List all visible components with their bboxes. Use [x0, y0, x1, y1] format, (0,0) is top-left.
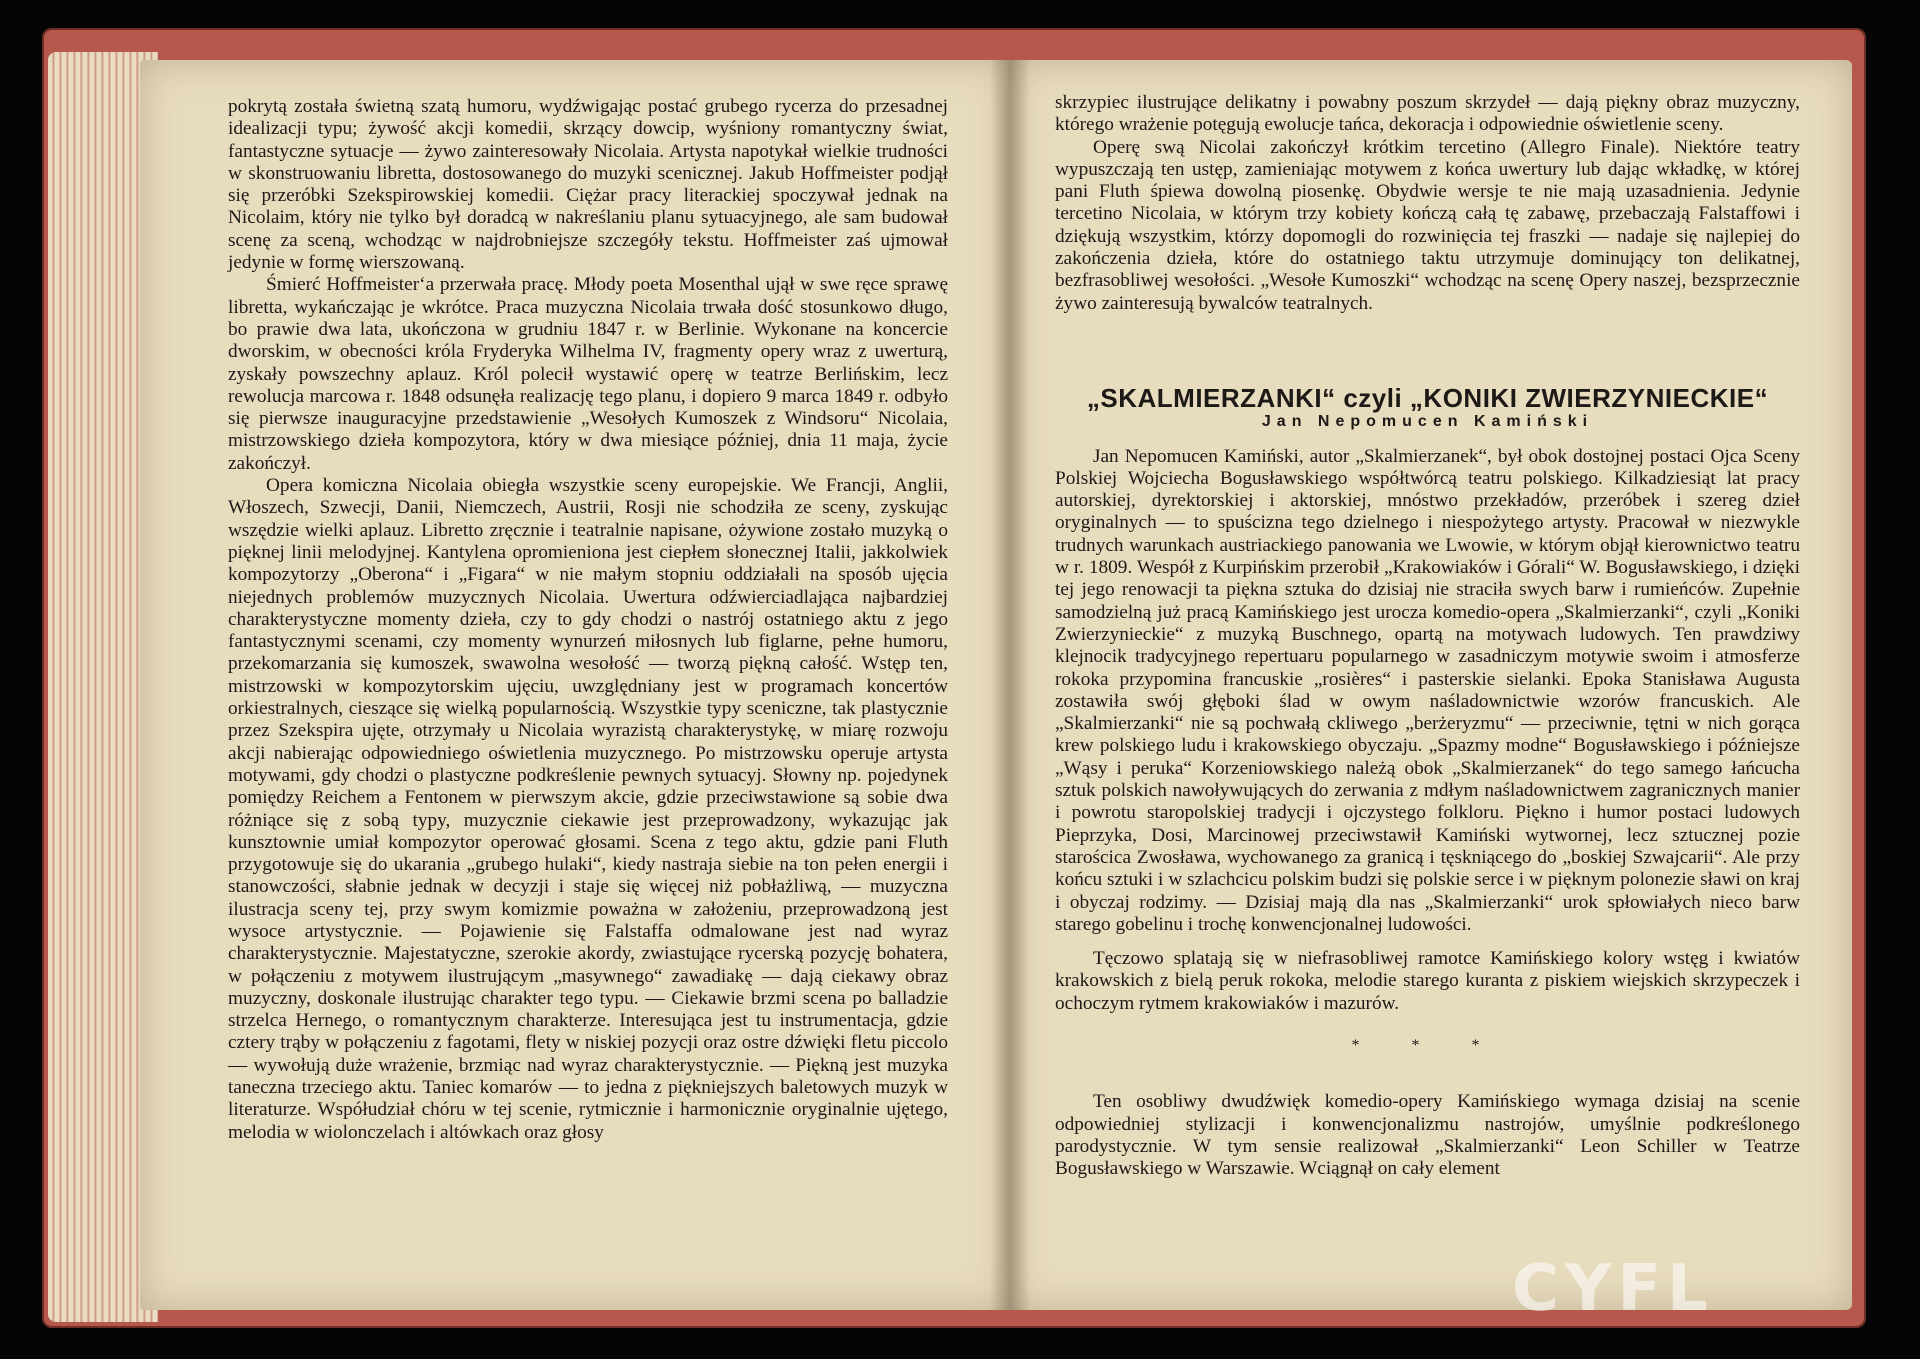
book-gutter — [990, 60, 1030, 1310]
left-page-text — [228, 96, 948, 1144]
article-author: Jan Nepomucen Kamiński — [1261, 413, 1594, 431]
paragraph: Jan Nepomucen Kamiński, autor „Skalmierzanek“, był obok dostojnej postaci Ojca Sceny Polskiej Wojciecha Bogusławskiego współtwórcą teatru polskiego. Kilkadziesiąt lat pracy autorskiej, dyrektorskiej i aktorskiej, mnóstwo przekładów, przeróbek i szereg dzieł oryginalnych — to spuścizna tego dzielnego i niespożytego artysty. Pracował w niezwykle trudnych warunkach austriackiego panowania we Lwowie, w którym objął kierownictwo teatru w r. 1809. Wespół z Kurpińskim przerobił „Krakowiaków i Górali“ W. Bogusławskiego, i dzięki tej jego renowacji ta piękna sztuka do dzisiaj nie straciła swych barw i rumieńców. Zupełnie samodzielną już pracą Kamińskiego jest urocza komedio-opera „Skalmierzanki“, czyli „Koniki Zwierzynieckie“ z muzyką Buschnego, opartą na motywach ludowych. Ten prawdziwy klejnocik tradycyjnego repertuaru popularnego w zasadniczym motywie swoim i atmosferze rokoka przypomina francuskie „rosières“ i pasterskie sielanki. Epoka Stanisława Augusta zostawiła swój głęboki ślad w owym naśladownictwie wzorów francuskich. Ale „Skalmierzanki“ nie są pochwałą ckliwego „berżeryzmu“ — przeciwnie, tętni w nich gorąca krew polskiego ludu i krakowskiego obyczaju. „Spazmy modne“ Bogusławskiego i późniejsze „Wąsy i peruka“ Korzeniowskiego należą obok „Skalmierzanek“ do tego samego łańcucha sztuk polskich nawoływujących do zerwania z mdłym naśladownictwem zagranicznych manier i powrotu staropolskiej tradycji i ojczystego folkloru. Piękno i humor postaci ludowych Pieprzyka, Dosi, Marcinowej przeciwstawił Kamiński wytwornej, lecz sztucznej pozie starościca Zwosława, wychowanego za granicą i tęskniącego do „boskiej Szwajcarii“. Ale przy końcu sztuki i w szlachcicu polskim budzi się polskie serce i w pięknym polonezie sławi on kraj i obyczaj rodzimy. — Dzisiaj mają dla nas „Skalmierzanki“ urok spłowiałych nieco barw starego gobelinu i trochę konwencjonalnej ludowości. — [1055, 445, 1800, 935]
right-page-text — [1055, 92, 1800, 1180]
paragraph: Operę swą Nicolai zakończył krótkim tercetino (Allegro Finale). Niektóre teatry wypuszczają ten ustęp, zamieniając motywem z końca uwertury lub dając wkładkę, w której pani Fluth śpiewa dowolną piosenkę. Obydwie wersje te nie mają uzasadnienia. Jedynie tercetino Nicolaia, w którym trzy kobiety kończą całą tę zabawę, przebaczają Falstaffowi i dziękują wszystkim, którzy dopomogli do rozwinięcia tej fraszki — nadaje się najlepiej do zakończenia dzieła, które do ostatniego taktu utrzymuje dominujący ton delikatnej, bezfrasobliwej wesołości. „Wesołe Kumoszki“ wchodząc na scenę Opery naszej, bezsprzecznie żywo zainteresują bywalców teatralnych. — [1055, 136, 1800, 314]
right-page — [1010, 60, 1852, 1310]
paragraph: Śmierć Hoffmeister‘a przerwała pracę. Młody poeta Mosenthal ujął w swe ręce sprawę libretta, wykańczając je wkrótce. Praca muzyczna Nicolaia trwała dość stosunkowo długo, bo prawie dwa lata, ukończona w grudniu 1847 r. w Berlinie. Wykonane na koncercie dworskim, w obecności króla Fryderyka Wilhelma IV, fragmenty opery wraz z uwerturą, zyskały powszechny aplauz. Król polecił wystawić operę w teatrze Berlińskim, lecz rewolucja marcowa r. 1848 odsunęła realizację tego planu, i dopiero 9 marca 1849 r. odbyło się pierwsze inauguracyjne przedstawienie „Wesołych Kumoszek z Windsoru“ Nicolaia, mistrzowskiego dzieła kompozytora, który w dwa miesiące później, dnia 11 maja, życie zakończył. — [228, 274, 948, 474]
article-title: „SKALMIERZANKI“ czyli „KONIKI ZWIERZYNIECKIE“ — [1086, 382, 1769, 413]
paragraph: Opera komiczna Nicolaia obiegła wszystkie sceny europejskie. We Francji, Anglii, Włoszech, Szwecji, Danii, Niemczech, Austrii, Rosji nie schodziła ze sceny, zyskując wszędzie wielki aplauz. Libretto zręcznie i teatralnie napisane, ożywione zostało muzyką o pięknej linii melodyjnej. Kantylena opromieniona jest ciepłem słonecznej Italii, jakkolwiek kompozytorzy „Oberona“ i „Figara“ w nie małym stopniu oddziałali na sposób ujęcia niejednych problemów muzycznych Nicolaia. Uwertura odźwierciadlająca najbardziej charakterystyczne momenty dzieła, czy to gdy chodzi o nastrój ostatniego aktu z jego fantastycznymi scenami, czy momenty wynurzeń miłosnych lub figlarne, pełne humoru, przekomarzania się kumoszek, swawolna wesołość — tworzą piękną całość. Wstęp ten, mistrzowski w kompozytorskim ujęciu, uwzględniany jest w programach koncertów orkiestralnych, cieszące się wielką popularnością. Wszystkie typy sceniczne, tak plastycznie przez Szekspira ujęte, otrzymały u Nicolaia wyrazistą charakterystykę, w miarę rozwoju akcji nabierając odpowiedniego oświetlenia muzycznego. Po mistrzowsku operuje artysta motywami, gdy chodzi o plastyczne podkreślenie pewnych sytuacyj. Słowny np. pojedynek pomiędzy Reichem a Fentonem w pierwszym akcie, gdzie przeciwstawione są sobie dwa różniące się z sobą typy, muzycznie ciekawie jest przeprowadzony, wykazując jak kunsztownie umiał kompozytor operować głosami. Scena z tego aktu, gdzie pani Fluth przygotowuje się do ukarania „grubego hulaki“, kiedy nastraja siebie na ton pełen energii i stanowczości, słabnie jednak w decyzji i staje się więcej niż pobłażliwą, — muzyczna ilustracja sceny tej, przy swym komizmie poważna w założeniu, przeprowadzoną jest wysoce artystycznie. — Pojawienie się Falstaffa odmalowane jest nad wyraz charakterystycznie. Majestatyczne, szerokie akordy, zwiastujące rycerską pozycję bohatera, w połączeniu z motywem ilustrującym „masywnego“ zawadiakę — dają ciekawy obraz muzyczny, doskonale ilustrując charakter tego typu. — Ciekawie brzmi scena po balladzie strzelca Hernego, o romantycznym charakterze. Interesująca jest tu instrumentacja, gdzie cztery trąby w połączeniu z fagotami, flety w niskiej pozycji oraz ostre dźwięki fletu piccolo — wywołują duże wrażenie, brzmiąc nad wyraz charakterystycznie. — Piękną jest muzyka taneczna trzeciego aktu. Taniec komarów — to jedna z piękniejszych baletowych muzyk w literaturze. Współudział chóru w tej scenie, rytmicznie i harmonicznie oryginalnie ujętego, melodia w wiolonczelach i altówkach oraz głosy — [228, 475, 948, 1143]
paragraph: skrzypiec ilustrujące delikatny i powabny poszum skrzydeł — dają piękny obraz muzyczny, którego wrażenie potęgują ewolucje tańca, dekoracja i odpowiednie oświetlenie sceny. — [1055, 92, 1800, 136]
section-separator: * * * — [1351, 1036, 1504, 1054]
watermark-logo: CYFL — [1512, 1252, 1714, 1326]
paragraph: Tęczowo splatają się w niefrasobliwej ramotce Kamińskiego kolory wstęg i kwiatów krakowskich z bielą peruk rokoka, melodie starego kuranta z piskiem wiejskich skrzypeczek i ochoczym rytmem krakowiaków i mazurów. — [1055, 948, 1800, 1014]
left-page — [140, 60, 1010, 1310]
paragraph: pokrytą została świetną szatą humoru, wydźwigając postać grubego rycerza do przesadnej idealizacji typu; żywość akcji komedii, skrzący dowcip, wyśniony romantyczny świat, fantastyczne sytuacje — żywo zainteresowały Nicolaia. Artysta napotykał wielkie trudności w skonstruowaniu libretta, dostosowanego do muzyki scenicznej. Jakub Hoffmeister podjął się przeróbki Szekspirowskiej komedii. Ciężar pracy literackiej spoczywał jednak na Nicolaim, który nie tylko był doradcą w nakreślaniu planu sytuacyjnego, ale sam budował scenę za sceną, wchodząc w najdrobniejsze szczegóły tekstu. Hoffmeister zaś ujmował jedynie w formę wierszowaną. — [228, 96, 948, 274]
paragraph: Ten osobliwy dwudźwięk komedio-opery Kamińskiego wymaga dzisiaj na scenie odpowiedniej stylizacji i konwencjonalizmu nastrojów, umyślnie podkreślonego parodystycznie. W tym sensie realizował „Skalmierzanki“ Leon Schiller w Teatrze Bogusławskiego w Warszawie. Wciągnął on cały element — [1055, 1091, 1800, 1180]
